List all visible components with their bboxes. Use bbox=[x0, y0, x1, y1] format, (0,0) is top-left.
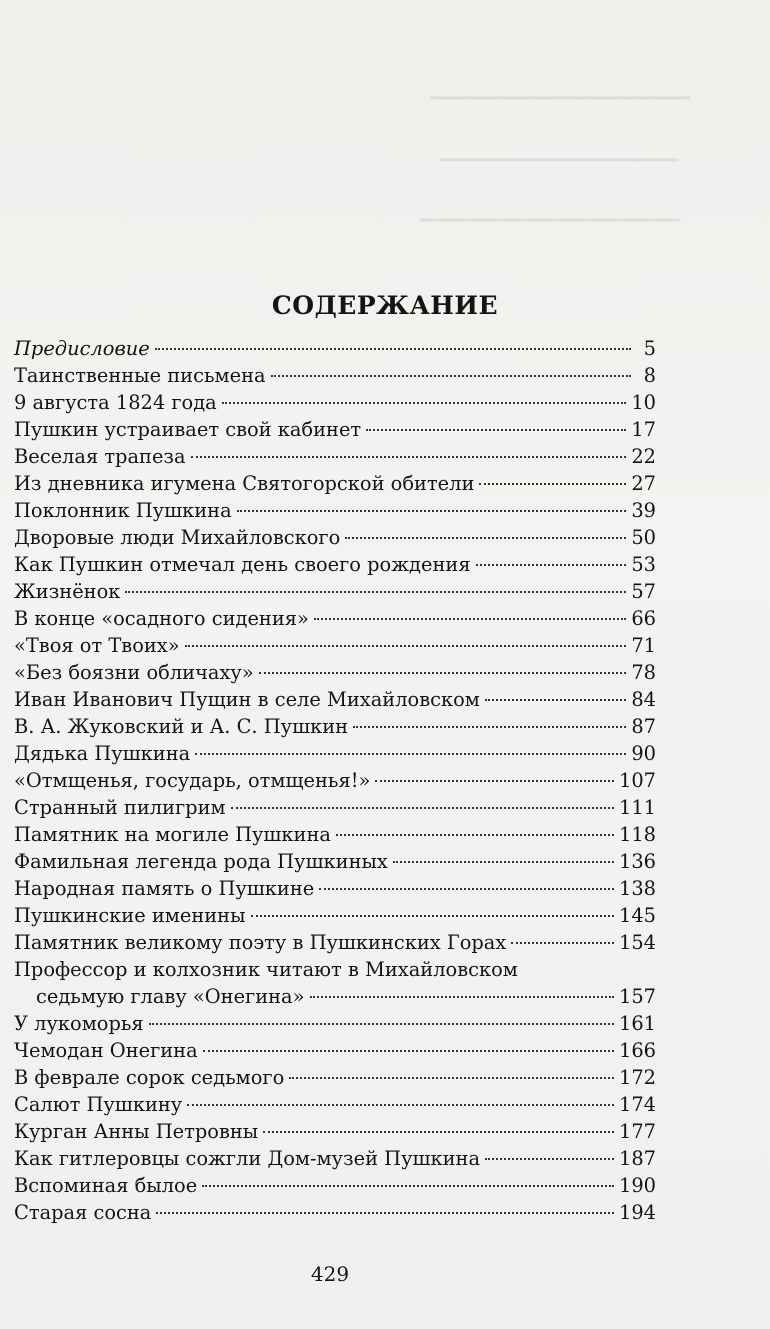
toc-entry-page: 66 bbox=[631, 607, 656, 630]
dot-leader bbox=[310, 996, 614, 998]
toc-entry-page: 161 bbox=[618, 1012, 656, 1035]
toc-entry-title: Веселая трапеза bbox=[14, 445, 186, 468]
toc-entry-page: 78 bbox=[631, 661, 656, 684]
toc-entry-title: Иван Иванович Пущин в селе Михайловском bbox=[14, 688, 480, 711]
dot-leader bbox=[263, 1131, 614, 1133]
toc-entry-title: Памятник великому поэту в Пушкинских Горах bbox=[14, 931, 507, 954]
toc-entry-title: В. А. Жуковский и А. С. Пушкин bbox=[14, 715, 349, 738]
toc-entry[interactable] bbox=[14, 335, 656, 362]
toc-entry-title: «Твоя от Твоих» bbox=[14, 634, 180, 657]
toc-entry[interactable] bbox=[14, 1091, 656, 1118]
dot-leader bbox=[187, 1104, 614, 1106]
bleed-through-text: ━━━━━━━━━━━━━━━━━━━━━━ bbox=[440, 150, 679, 171]
toc-entry-page: 138 bbox=[618, 877, 656, 900]
dot-leader bbox=[319, 888, 614, 890]
toc-entry-title: Профессор и колхозник читают в Михайловском bbox=[14, 958, 518, 981]
toc-entry[interactable] bbox=[14, 848, 656, 875]
dot-leader bbox=[336, 834, 614, 836]
toc-entry-title: Дворовые люди Михайловского bbox=[14, 526, 341, 549]
toc-entry-title: Как гитлеровцы сожгли Дом-музей Пушкина bbox=[14, 1147, 481, 1170]
toc-entry[interactable] bbox=[14, 686, 656, 713]
dot-leader bbox=[155, 348, 631, 350]
toc-entry-title: Из дневника игумена Святогорской обители bbox=[14, 472, 475, 495]
dot-leader bbox=[485, 699, 626, 701]
dot-leader bbox=[485, 1158, 614, 1160]
bleed-through-text: ━━━━━━━━━━━━━━━━━━━━━━━━ bbox=[420, 210, 681, 231]
toc-entry-page: 166 bbox=[618, 1039, 656, 1062]
dot-leader bbox=[476, 564, 627, 566]
dot-leader bbox=[125, 591, 626, 593]
toc-entry[interactable] bbox=[14, 1145, 656, 1172]
dot-leader bbox=[345, 537, 626, 539]
toc-entry-title: Таинственные письмена bbox=[14, 364, 266, 387]
dot-leader bbox=[195, 753, 626, 755]
dot-leader bbox=[222, 402, 627, 404]
toc-entry-page: 71 bbox=[631, 634, 656, 657]
dot-leader bbox=[271, 375, 631, 377]
toc-entry-title: Странный пилигрим bbox=[14, 796, 226, 819]
toc-entry[interactable] bbox=[14, 659, 656, 686]
dot-leader bbox=[375, 780, 614, 782]
toc-entry-page: 87 bbox=[631, 715, 656, 738]
toc-entry-page: 177 bbox=[618, 1120, 656, 1143]
toc-entry-title: Чемодан Онегина bbox=[14, 1039, 198, 1062]
toc-entry-page: 39 bbox=[631, 499, 656, 522]
dot-leader bbox=[393, 861, 614, 863]
toc-entry[interactable] bbox=[14, 1064, 656, 1091]
toc-entry-title: Пушкин устраивает свой кабинет bbox=[14, 418, 362, 441]
toc-entry-page: 145 bbox=[618, 904, 656, 927]
dot-leader bbox=[202, 1185, 614, 1187]
dot-leader bbox=[185, 645, 627, 647]
dot-leader bbox=[366, 429, 626, 431]
toc-entry[interactable] bbox=[14, 740, 656, 767]
dot-leader bbox=[191, 456, 627, 458]
toc-entry[interactable] bbox=[14, 956, 656, 983]
toc-entry-title: В феврале сорок седьмого bbox=[14, 1066, 285, 1089]
dot-leader bbox=[156, 1212, 614, 1214]
toc-entry-page: 111 bbox=[618, 796, 656, 819]
dot-leader bbox=[289, 1077, 614, 1079]
toc-entry-title: «Без боязни обличаху» bbox=[14, 661, 254, 684]
toc-entry[interactable] bbox=[14, 794, 656, 821]
toc-entry-title: Пушкинские именины bbox=[14, 904, 246, 927]
dot-leader bbox=[353, 726, 626, 728]
toc-entry-page: 187 bbox=[618, 1147, 656, 1170]
toc-entry[interactable] bbox=[14, 1172, 656, 1199]
toc-entry-page: 57 bbox=[631, 580, 656, 603]
page-number: 429 bbox=[310, 1262, 350, 1286]
toc-entry[interactable] bbox=[14, 1010, 656, 1037]
toc-entry-title: Фамильная легенда рода Пушкиных bbox=[14, 850, 388, 873]
toc-entry-title: Жизнёнок bbox=[14, 580, 121, 603]
toc-entry[interactable] bbox=[14, 875, 656, 902]
toc-entry[interactable] bbox=[14, 1118, 656, 1145]
toc-entry[interactable] bbox=[14, 902, 656, 929]
toc-entry[interactable] bbox=[14, 605, 656, 632]
toc-entry-title: седьмую главу «Онегина» bbox=[36, 985, 305, 1008]
toc-entry-title: Старая сосна bbox=[14, 1201, 152, 1224]
toc-entry-page: 84 bbox=[631, 688, 656, 711]
toc-entry[interactable] bbox=[14, 443, 656, 470]
toc-entry-page: 194 bbox=[618, 1201, 656, 1224]
toc-entry-title: Дядька Пушкина bbox=[14, 742, 191, 765]
dot-leader bbox=[237, 510, 627, 512]
toc-entry-page: 154 bbox=[618, 931, 656, 954]
toc-entry-page: 22 bbox=[631, 445, 656, 468]
toc-entry[interactable] bbox=[14, 821, 656, 848]
toc-entry[interactable] bbox=[14, 767, 656, 794]
toc-entry[interactable] bbox=[14, 578, 656, 605]
toc-entry[interactable] bbox=[14, 632, 656, 659]
toc-entry[interactable] bbox=[14, 389, 656, 416]
toc-entry-page: 174 bbox=[618, 1093, 656, 1116]
toc-entry-title: Курган Анны Петровны bbox=[14, 1120, 259, 1143]
toc-entry[interactable] bbox=[14, 983, 656, 1010]
toc-entry-title: Как Пушкин отмечал день своего рождения bbox=[14, 553, 471, 576]
dot-leader bbox=[231, 807, 614, 809]
dot-leader bbox=[251, 915, 614, 917]
dot-leader bbox=[203, 1050, 614, 1052]
toc-entry-page: 190 bbox=[618, 1174, 656, 1197]
toc-entry[interactable] bbox=[14, 497, 656, 524]
toc-entry-page: 27 bbox=[631, 472, 656, 495]
toc-entry-page: 157 bbox=[618, 985, 656, 1008]
toc-entry-title: В конце «осадного сидения» bbox=[14, 607, 309, 630]
toc-entry[interactable] bbox=[14, 929, 656, 956]
dot-leader bbox=[511, 942, 614, 944]
toc-entry-page: 118 bbox=[618, 823, 656, 846]
dot-leader bbox=[259, 672, 627, 674]
toc-entry-title: Вспоминая былое bbox=[14, 1174, 198, 1197]
toc-entry[interactable] bbox=[14, 362, 656, 389]
toc-entry[interactable] bbox=[14, 470, 656, 497]
toc-entry-page: 8 bbox=[643, 364, 656, 387]
toc-entry-page: 10 bbox=[631, 391, 656, 414]
toc-entry-title: Памятник на могиле Пушкина bbox=[14, 823, 331, 846]
toc-entry-page: 172 bbox=[618, 1066, 656, 1089]
toc-entry-page: 53 bbox=[631, 553, 656, 576]
toc-entry-page: 90 bbox=[631, 742, 656, 765]
toc-entry-title: 9 августа 1824 года bbox=[14, 391, 217, 414]
toc-entry-title: Народная память о Пушкине bbox=[14, 877, 315, 900]
page-title: СОДЕРЖАНИЕ bbox=[271, 290, 499, 320]
toc-entry-page: 107 bbox=[618, 769, 656, 792]
toc-entry-title: У лукоморья bbox=[14, 1012, 144, 1035]
toc-entry-title: Салют Пушкину bbox=[14, 1093, 183, 1116]
toc-entry-title: Предисловие bbox=[14, 337, 150, 360]
toc-entry-page: 136 bbox=[618, 850, 656, 873]
toc-entry-page: 5 bbox=[643, 337, 656, 360]
toc-entry[interactable] bbox=[14, 416, 656, 443]
toc-entry[interactable] bbox=[14, 551, 656, 578]
toc-entry[interactable] bbox=[14, 1037, 656, 1064]
dot-leader bbox=[314, 618, 626, 620]
dot-leader bbox=[479, 483, 626, 485]
bleed-through-text: ━━━━━━━━━━━━━━━━━━━━━━━━ bbox=[430, 88, 691, 109]
table-of-contents bbox=[14, 335, 656, 1226]
toc-entry[interactable] bbox=[14, 1199, 656, 1226]
dot-leader bbox=[149, 1023, 614, 1025]
toc-entry-title: Поклонник Пушкина bbox=[14, 499, 232, 522]
toc-entry-page: 17 bbox=[631, 418, 656, 441]
toc-entry[interactable] bbox=[14, 524, 656, 551]
toc-entry-page: 50 bbox=[631, 526, 656, 549]
toc-entry-title: «Отмщенья, государь, отмщенья!» bbox=[14, 769, 371, 792]
toc-entry[interactable] bbox=[14, 713, 656, 740]
